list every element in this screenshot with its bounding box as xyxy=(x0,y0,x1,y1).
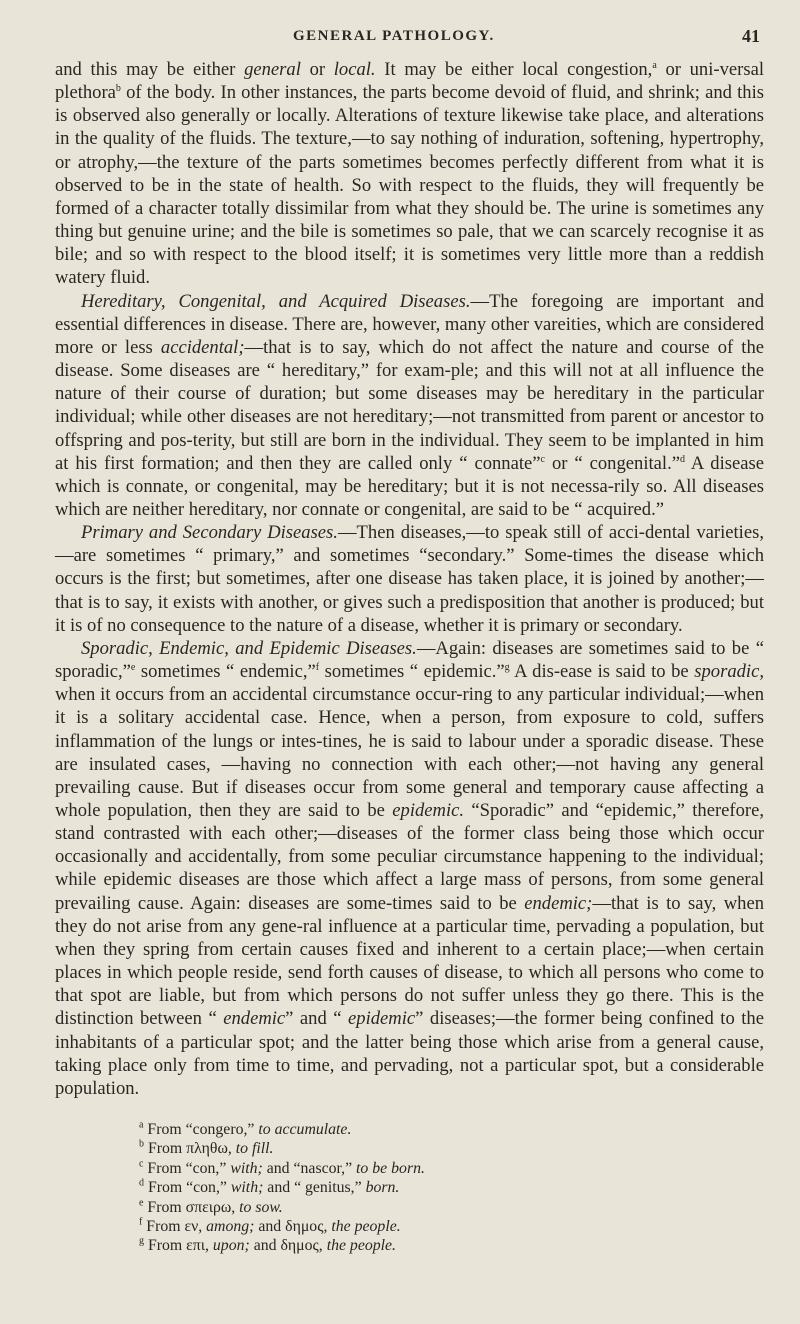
footnote-text: From “con,” xyxy=(143,1159,231,1177)
footnote xyxy=(139,1159,764,1178)
footnote-text: From “con,” xyxy=(144,1179,231,1197)
italic-term: local. xyxy=(333,59,376,80)
text-run: A disease which is connate, or congenital, may be hereditary; but it is not necessa-rily so. All diseases which are neither hereditary, nor connate or congenital, are said to be “ acquired.” xyxy=(55,452,764,520)
paragraph-sporadic xyxy=(55,637,764,1100)
paragraph-hereditary xyxy=(55,290,764,522)
footnote-ref: g xyxy=(504,661,510,673)
running-header xyxy=(55,22,764,58)
footnote-text: and “ genitus,” xyxy=(263,1179,366,1197)
footnote-meaning: with; xyxy=(230,1159,263,1177)
text-run: —that is to say, which do not affect the nature and course of the disease. Some diseases are “ hereditary,” for exam-ple; and this will not at all influence the nature of their course of duration; but some diseases may be hereditary in the particular individual; while other diseases are not hereditary;—not transmitted from parent or ancestor to offspring and pos-terity, but still are born in the individual. They seem to be implanted in him at his first formation; and then they are called only “ connate” xyxy=(55,336,765,474)
paragraph-local-general xyxy=(55,58,764,290)
italic-term: endemic xyxy=(223,1008,286,1030)
footnote-text: From “congero,” xyxy=(143,1121,259,1139)
section-heading: Sporadic, Endemic, and Epidemic Diseases. xyxy=(81,637,417,659)
footnote-text: From σπειρω, xyxy=(143,1198,240,1216)
footnote-text: and δημος, xyxy=(254,1218,332,1236)
text-run: It may be either local congestion, xyxy=(375,59,653,80)
text-run: sometimes “ epidemic.” xyxy=(319,661,505,683)
section-heading: Primary and Secondary Diseases. xyxy=(81,522,338,544)
footnote-ref: e xyxy=(130,661,136,673)
footnote-ref: c xyxy=(540,453,545,465)
text-run: or uni-versal plethora xyxy=(55,59,764,104)
text-run: —The foregoing are important and essential differences in disease. There are, however, many other vareities, which are considered more or less xyxy=(55,290,764,358)
footnote-ref: f xyxy=(315,661,320,673)
text-run: and this may be either xyxy=(55,59,245,80)
italic-term: epidemic xyxy=(348,1008,416,1030)
running-title: GENERAL PATHOLOGY. xyxy=(293,28,495,44)
text-run: sometimes “ endemic,” xyxy=(135,661,316,683)
footnote-meaning: to accumulate. xyxy=(258,1121,352,1139)
italic-term: endemic; xyxy=(524,892,593,914)
page-number: 41 xyxy=(742,26,760,46)
footnote xyxy=(139,1198,764,1217)
footnote-meaning: upon; xyxy=(212,1237,250,1255)
text-run: or “ congenital.” xyxy=(544,452,680,474)
text-run: of the body. In other instances, the parts become devoid of fluid, and shrink; and this is observed also generally or locally. Alterations of texture likewise take place, and alterations in the quality of the fluids. The texture,—to say nothing of induration, softening, hypertrophy, or atrophy,—the texture of the parts sometimes becomes perfectly different from what it is observed to be in the state of health. So with respect to the fluids, they will frequently be formed of a character totally dissimilar from what they should be. The urine is sometimes any thing but genuine urine; and the bile is sometimes so pale, that we can scarcely recognise it as bile; and so with respect to the blood itself; it is sometimes very little more than a reddish watery fluid. xyxy=(55,82,764,289)
footnote-meaning: among; xyxy=(206,1218,255,1236)
footnote-meaning: with; xyxy=(230,1179,264,1197)
footnote-mark: f xyxy=(139,1216,143,1228)
paragraph-primary-secondary xyxy=(55,521,764,637)
footnote-mark: g xyxy=(139,1236,144,1248)
text-run: —that is to say, when they do not arise from any gene-ral influence at a particular time, pervading a population, but when they spring from certain causes fixed and inherent to a certain place;—when certain places in which people reside, send forth causes of disease, to which all persons who come to that spot are liable, but from which persons do not suffer unless they go there. This is the distinction between “ xyxy=(55,892,764,1030)
footnote-ref: b xyxy=(115,82,121,94)
footnote-mark: d xyxy=(139,1177,144,1189)
italic-term: general xyxy=(244,59,301,80)
footnotes xyxy=(55,1120,764,1256)
italic-term: accidental; xyxy=(160,336,245,358)
footnote-text: From πληθω, xyxy=(144,1140,236,1158)
footnote-mark: a xyxy=(139,1119,144,1131)
text-run: —Then diseases,—to speak still of acci-dental varieties,—are sometimes “ primary,” and sometimes “secondary.” Some-times the disease which occurs is the first; but sometimes, after one disease has taken place, it is joined by another;—that is to say, it exists with another, or gives such a predisposition that another is produced; but it is of no consequence to the nature of a disease, whether it is primary or secondary. xyxy=(55,522,764,636)
text-run: ” diseases;—the former being confined to the inhabitants of a particular spot; and the latter being those which arise from a general cause, taking place only from time to time, and pervading, not a particular spot, but a considerable population. xyxy=(55,1008,764,1099)
footnote-meaning: the people. xyxy=(326,1237,396,1255)
section-heading: Hereditary, Congenital, and Acquired Diseases. xyxy=(81,290,471,312)
footnote xyxy=(139,1236,764,1255)
text-run: “Sporadic” and “epidemic,” therefore, stand contrasted with each other;—diseases of the former class being those which occur occasionally and accidentally, from some peculiar circumstance happening to the individual; while epidemic diseases are those which affect a large mass of persons, from some general prevailing cause. Again: diseases are some-times said to be xyxy=(55,800,764,914)
footnote xyxy=(139,1120,764,1139)
footnote-text: From εν, xyxy=(142,1218,207,1236)
footnote-ref: d xyxy=(679,453,685,465)
footnote-mark: b xyxy=(139,1139,144,1151)
footnote-text: and “nascor,” xyxy=(262,1159,357,1177)
text-run: ” and “ xyxy=(285,1008,349,1030)
footnote-text: and δημος, xyxy=(249,1237,327,1255)
italic-term: epidemic. xyxy=(392,800,465,821)
footnote-meaning: the people. xyxy=(331,1218,401,1236)
italic-term: sporadic, xyxy=(694,661,764,683)
footnote xyxy=(139,1139,764,1158)
footnote-meaning: to fill. xyxy=(235,1140,274,1158)
text-run: or xyxy=(300,59,334,80)
body-text xyxy=(55,58,764,1100)
footnote-mark: c xyxy=(139,1158,144,1170)
text-run: when it occurs from an accidental circumstance occur-ring to any particular individual;—when it is a solitary accidental case. Hence, when a person, from exposure to cold, suffers inflammation of the lungs or intes-tines, he is said to labour under a sporadic disease. These are insulated cases, —having no connection with each other;—not having any general prevailing cause. But if diseases occur from some general and temporary cause affecting a whole population, then they are said to be xyxy=(55,684,764,821)
footnote-meaning: to sow. xyxy=(239,1198,283,1216)
footnote xyxy=(139,1178,764,1197)
footnote-mark: e xyxy=(139,1197,144,1209)
footnote-text: From επι, xyxy=(144,1237,213,1255)
footnote-ref: a xyxy=(652,59,657,71)
text-run: A dis-ease is said to be xyxy=(509,661,695,683)
footnote-meaning: to be born. xyxy=(356,1159,425,1177)
footnote-meaning: born. xyxy=(365,1179,400,1197)
footnote xyxy=(139,1217,764,1236)
text-run: —Again: diseases are sometimes said to be “ sporadic,” xyxy=(55,637,764,683)
